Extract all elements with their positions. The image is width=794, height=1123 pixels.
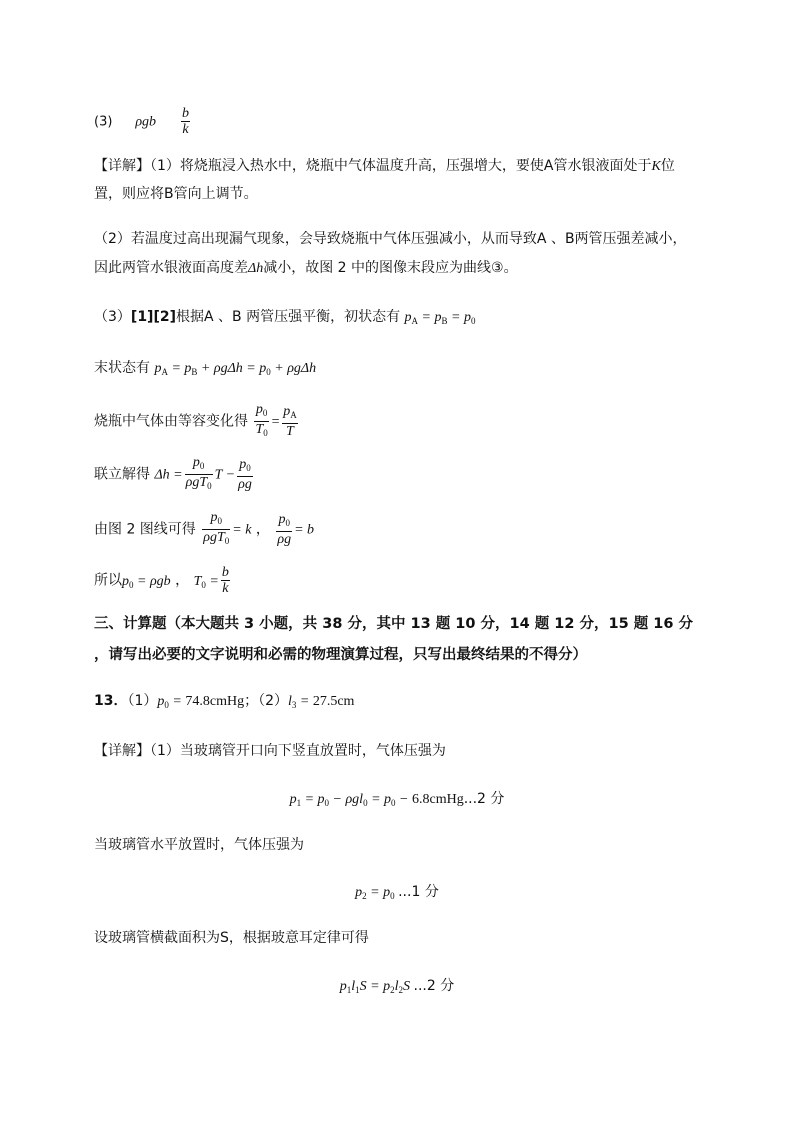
detail-tag: 【详解】 bbox=[94, 158, 150, 174]
graph-line: 由图 2 图线可得 $\frac{p_0}{\rho gT_0}$ = k ， $\frac{p_0}{\rho g}$ = b bbox=[94, 510, 315, 547]
q13-answer-line: 13．$(1)p_0$ = 74.8cmHg；$(2)l_3 = 27.5cm$ bbox=[94, 693, 355, 710]
detail-2-line-b bbox=[94, 258, 518, 279]
detail-1-text-c: 置，则应将B管向上调节。 bbox=[94, 186, 258, 202]
q13-sep: ； bbox=[244, 693, 259, 709]
detail-1-K: K bbox=[651, 159, 661, 174]
eq-T0: $T_0$ = bbox=[193, 573, 219, 590]
detail-2-text-c: 减小，故图 2 中的图像末段应为曲线③。 bbox=[263, 260, 518, 276]
q13-answer1: 74.8cmHg bbox=[185, 694, 245, 709]
detail-3-text: 根据A 、B 两管压强平衡，初状态有 bbox=[176, 309, 401, 325]
frac-p0-rhog: $\frac{p_0}{\rho g}$ bbox=[238, 457, 252, 492]
detail-1-line-a bbox=[94, 156, 675, 177]
section3-heading-line1: 三、计算题（本大题共 3 小题，共 38 分，其中 13 题 10 分，14 题 12 分，15 题 16 分 bbox=[94, 616, 694, 632]
q13-detail-line1 bbox=[94, 741, 446, 761]
eq-boyle: $p_1l_1S = p_2l_2S$ ...2 分 bbox=[339, 978, 455, 995]
q13-detail-text1: 当玻璃管开口向下竖直放置时，气体压强为 bbox=[179, 743, 446, 759]
solve-text: 联立解得 bbox=[94, 466, 150, 483]
detail-1-label: （1） bbox=[150, 158, 180, 174]
final-state-text: 末状态有 bbox=[94, 360, 150, 376]
q13-number: 13． bbox=[94, 693, 128, 709]
q13-detail-text2: 当玻璃管水平放置时，气体压强为 bbox=[94, 837, 304, 853]
q13-detail-text3: 设玻璃管横截面积为S，根据玻意耳定律可得 bbox=[94, 930, 369, 946]
detail-2-delta-h: Δh bbox=[248, 261, 264, 276]
detail-2-line-a bbox=[94, 229, 687, 249]
answer-3-b-over-k: $\frac{b}{k}$ bbox=[181, 106, 189, 137]
eq-boyle-score: ...2 分 bbox=[413, 978, 455, 994]
q13-detail-line3 bbox=[94, 928, 369, 948]
eq-p1-score: ...2 分 bbox=[463, 791, 505, 807]
graph-text: 由图 2 图线可得 bbox=[94, 521, 196, 538]
answer-3-label: (3) bbox=[94, 114, 113, 130]
frac-k: $\frac{p_0}{\rho gT_0}$ bbox=[203, 510, 230, 546]
detail-1-text-b: 位 bbox=[660, 158, 675, 174]
eq-final-state: $p_A = p_B + \rho g\Delta h = p_0 + \rho g\Delta h$ bbox=[154, 361, 317, 377]
isochoric-text: 烧瓶中气体由等容变化得 bbox=[94, 413, 248, 430]
final-state-line bbox=[94, 358, 316, 382]
detail-1-line-b bbox=[94, 184, 258, 204]
q13-part2: （2） bbox=[258, 693, 288, 709]
so-text: 所以 bbox=[94, 572, 122, 589]
detail-1-text-a: 将烧瓶浸入热水中，烧瓶中气体温度升高，压强增大，要使A管水银液面处于 bbox=[179, 158, 652, 174]
isochoric-line: 烧瓶中气体由等容变化得 $\frac{p_0}{T_0}$ = $\frac{p_A}{T}$ bbox=[94, 402, 297, 439]
section3-heading-line2: ，请写出必要的文字说明和必需的物理演算过程，只写出最终结果的不得分） bbox=[94, 647, 587, 663]
frac-b-over-k: $\frac{b}{k}$ bbox=[221, 565, 229, 596]
detail-2-text-a: 若温度过高出现漏气现象，会导致烧瓶中气体压强减小，从而导致A 、B两管压强差减小， bbox=[130, 231, 687, 247]
q13-detail-tag: 【详解】 bbox=[94, 743, 150, 759]
q13-answer2: 27.5cm bbox=[312, 694, 355, 709]
answer-3-rho-g-b: ρgb bbox=[135, 114, 157, 130]
frac-pA-T: $\frac{p_A}{T}$ bbox=[283, 404, 297, 439]
eq-p2-score: ...1 分 bbox=[398, 884, 439, 900]
detail-3-line-a bbox=[94, 307, 475, 331]
frac-b: $\frac{p_0}{\rho g}$ bbox=[277, 512, 292, 547]
frac-p0-T0: $\frac{p_0}{T_0}$ bbox=[255, 402, 268, 438]
detail-3-label: （3） bbox=[94, 309, 131, 325]
eq-p1: $p_1 = p_0 - \rho gl_0 = p_0$ − 6.8cmHg...2 分 bbox=[289, 791, 505, 808]
eq-initial-state: $p_A = p_B = p_0$ bbox=[404, 310, 476, 326]
detail-3-refs: [1][2] bbox=[130, 309, 176, 325]
q13-detail-part1: （1） bbox=[150, 743, 180, 759]
eq-p2: $p_2 = p_0$ ...1 分 bbox=[355, 884, 439, 901]
solve-line: 联立解得 Δh = $\frac{p_0}{\rho gT_0}$ T − $\frac{p_0}{\rho g}$ bbox=[94, 455, 252, 492]
q13-detail-line2 bbox=[94, 835, 304, 855]
so-line: 所以$p_0 = \rho gb$ ， $T_0$ = $\frac{b}{k}$ bbox=[94, 565, 229, 596]
frac-p0-rhogT0: $\frac{p_0}{\rho gT_0}$ bbox=[185, 455, 212, 491]
eq-p1-const: 6.8cmHg bbox=[411, 792, 464, 807]
eq-p0-rhogb: $p_0 = \rho gb$ bbox=[122, 573, 171, 590]
q13-part1: （1） bbox=[127, 693, 158, 709]
detail-2-text-b: 因此两管水银液面高度差 bbox=[94, 260, 248, 276]
detail-2-label: （2） bbox=[94, 231, 131, 247]
answer-3-line bbox=[94, 106, 192, 137]
